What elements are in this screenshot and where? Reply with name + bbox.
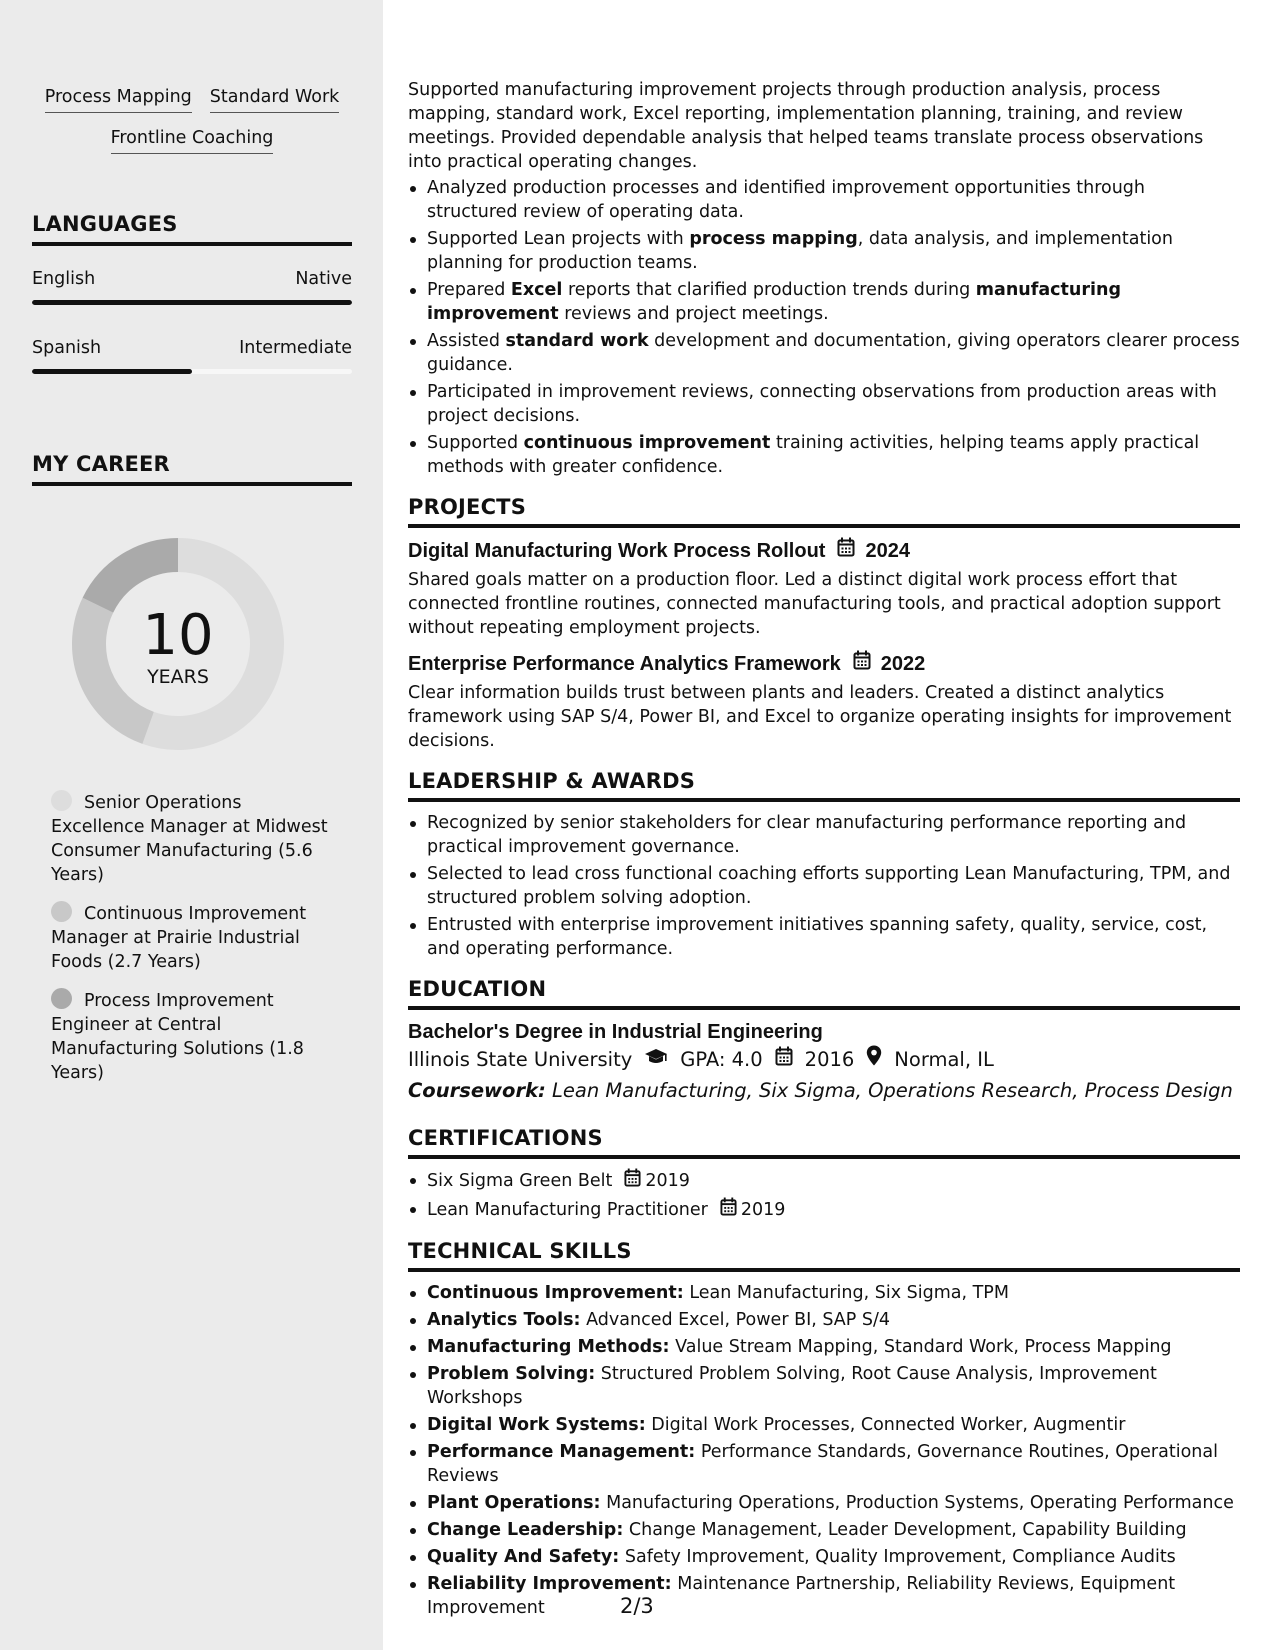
project-description: Clear information builds trust between plants and leaders. Created a distinct analytics framework using SAP S/4, Power BI, and Excel to organize operating insights for improvement decisions. bbox=[408, 683, 1232, 751]
project-year: 2022 bbox=[880, 652, 926, 675]
certification-item bbox=[408, 1197, 1240, 1223]
certification-item bbox=[408, 1168, 1240, 1194]
calendar-icon bbox=[775, 1045, 793, 1075]
language-bar-fill bbox=[32, 369, 192, 374]
language-level: Intermediate bbox=[239, 338, 352, 358]
language-name: English bbox=[32, 269, 96, 289]
language-name: Spanish bbox=[32, 338, 102, 358]
skill-values: Advanced Excel, Power BI, SAP S/4 bbox=[586, 1310, 891, 1330]
graduation-cap-icon bbox=[644, 1045, 668, 1075]
skill-values: Manufacturing Operations, Production Systems, Operating Performance bbox=[606, 1493, 1234, 1513]
skill-tags bbox=[32, 86, 352, 154]
bullet-text: , data analysis, and implementation planning for production teams. bbox=[427, 229, 1173, 273]
skill-item bbox=[408, 1308, 1240, 1332]
skill-category: Analytics Tools: bbox=[427, 1310, 581, 1330]
career-years-unit: YEARS bbox=[147, 666, 209, 688]
donut-segment bbox=[98, 555, 178, 605]
experience-bullet bbox=[408, 431, 1240, 479]
certifications-list bbox=[408, 1168, 1240, 1223]
career-dot bbox=[51, 790, 72, 811]
calendar-icon bbox=[624, 1168, 641, 1194]
skills-heading: TECHNICAL SKILLS bbox=[408, 1239, 1240, 1272]
certification-name: Six Sigma Green Belt bbox=[427, 1171, 613, 1191]
language-level: Native bbox=[295, 269, 352, 289]
highlight-keyword: process mapping bbox=[689, 229, 858, 249]
highlight-keyword: Excel bbox=[510, 280, 563, 300]
skill-category: Plant Operations: bbox=[427, 1493, 601, 1513]
education-year: 2016 bbox=[804, 1048, 855, 1071]
leadership-list bbox=[408, 811, 1240, 961]
skill-values: Performance Standards, Governance Routines, Operational Reviews bbox=[427, 1442, 1218, 1486]
career-years-number: 10 bbox=[142, 603, 214, 668]
skill-item bbox=[408, 1572, 1240, 1620]
bullet-text: reviews and project meetings. bbox=[558, 304, 829, 324]
bullet-text: Analyzed production processes and identified improvement opportunities through structured review of operating data. bbox=[427, 178, 1146, 222]
project-title: Digital Manufacturing Work Process Rollout bbox=[408, 539, 826, 562]
skill-item bbox=[408, 1545, 1240, 1569]
skill-category: Problem Solving: bbox=[427, 1364, 596, 1384]
skill-category: Quality And Safety: bbox=[427, 1547, 620, 1567]
career-label: Senior Operations Excellence Manager at Midwest Consumer Manufacturing (5.6 Years) bbox=[51, 793, 328, 885]
skill-category: Change Leadership: bbox=[427, 1520, 624, 1540]
language-english bbox=[32, 268, 352, 305]
career-item bbox=[51, 790, 336, 887]
bullet-text: Supported Lean projects with bbox=[427, 229, 690, 249]
skill-tag[interactable]: Standard Work bbox=[210, 86, 340, 113]
project-description: Shared goals matter on a production floor. Led a distinct digital work process effort that connected frontline routines, connected manufacturing tools, and practical adoption support without repeating employment projects. bbox=[408, 570, 1221, 638]
sidebar bbox=[0, 0, 383, 1650]
skill-category: Digital Work Systems: bbox=[427, 1415, 646, 1435]
skill-category: Performance Management: bbox=[427, 1442, 696, 1462]
experience-bullet bbox=[408, 227, 1240, 275]
career-dot bbox=[51, 901, 72, 922]
skill-tag[interactable]: Process Mapping bbox=[45, 86, 192, 113]
skill-values: Safety Improvement, Quality Improvement, Compliance Audits bbox=[624, 1547, 1176, 1567]
calendar-icon bbox=[853, 650, 871, 677]
experience-bullets bbox=[408, 176, 1240, 479]
leadership-item: Selected to lead cross functional coaching efforts supporting Lean Manufacturing, TPM, and structured problem solving adoption. bbox=[408, 862, 1240, 910]
project-item bbox=[408, 650, 1240, 753]
leadership-item: Entrusted with enterprise improvement initiatives spanning safety, quality, service, cost, and operating performance. bbox=[408, 913, 1240, 961]
career-label: Continuous Improvement Manager at Prairie Industrial Foods (2.7 Years) bbox=[51, 904, 307, 972]
skill-item bbox=[408, 1335, 1240, 1359]
education-gpa: GPA: 4.0 bbox=[680, 1048, 763, 1071]
skill-item bbox=[408, 1413, 1240, 1437]
education-location: Normal, IL bbox=[894, 1048, 994, 1071]
language-spanish bbox=[32, 337, 352, 374]
certifications-heading: CERTIFICATIONS bbox=[408, 1126, 1240, 1159]
highlight-keyword: standard work bbox=[505, 331, 649, 351]
education-school: Illinois State University bbox=[408, 1048, 633, 1071]
career-item bbox=[51, 901, 336, 974]
education-meta bbox=[408, 1045, 1240, 1075]
language-bar bbox=[32, 300, 352, 305]
skill-item bbox=[408, 1440, 1240, 1488]
career-label: Process Improvement Engineer at Central Manufacturing Solutions (1.8 Years) bbox=[51, 991, 304, 1083]
projects-heading: PROJECTS bbox=[408, 495, 1240, 528]
leadership-heading: LEADERSHIP & AWARDS bbox=[408, 769, 1240, 802]
career-heading: MY CAREER bbox=[32, 452, 352, 486]
career-legend bbox=[51, 790, 336, 1099]
skill-item bbox=[408, 1491, 1240, 1515]
certification-year: 2019 bbox=[740, 1200, 786, 1220]
education-degree: Bachelor's Degree in Industrial Engineering bbox=[408, 1021, 823, 1043]
main-content bbox=[408, 78, 1240, 1623]
skill-values: Digital Work Processes, Connected Worker, Augmentir bbox=[651, 1415, 1126, 1435]
skill-category: Continuous Improvement: bbox=[427, 1283, 684, 1303]
bullet-text: Participated in improvement reviews, connecting observations from production areas with project decisions. bbox=[427, 382, 1217, 426]
skills-list bbox=[408, 1281, 1240, 1620]
career-donut-chart bbox=[64, 530, 292, 758]
leadership-item: Recognized by senior stakeholders for clear manufacturing performance reporting and practical improvement governance. bbox=[408, 811, 1240, 859]
skill-values: Maintenance Partnership, Reliability Reviews, Equipment Improvement bbox=[427, 1574, 1176, 1618]
project-year: 2024 bbox=[865, 539, 910, 562]
skill-item bbox=[408, 1281, 1240, 1305]
skill-values: Lean Manufacturing, Six Sigma, TPM bbox=[689, 1283, 1009, 1303]
calendar-icon bbox=[720, 1197, 737, 1223]
calendar-icon bbox=[837, 537, 855, 564]
experience-bullet bbox=[408, 278, 1240, 326]
bullet-text: development and documentation, giving operators clearer process guidance. bbox=[427, 331, 1240, 375]
bullet-text: Prepared bbox=[427, 280, 511, 300]
coursework-label: Coursework: bbox=[408, 1079, 546, 1102]
experience-bullet bbox=[408, 380, 1240, 428]
page-number: 2/3 bbox=[620, 1594, 654, 1618]
skill-item bbox=[408, 1362, 1240, 1410]
language-bar-fill bbox=[32, 300, 352, 305]
coursework-list: Lean Manufacturing, Six Sigma, Operations Research, Process Design bbox=[552, 1079, 1233, 1102]
highlight-keyword: manufacturing improvement bbox=[427, 280, 1121, 324]
experience-summary: Supported manufacturing improvement projects through production analysis, process mapping, standard work, Excel reporting, implementation planning, training, and review meetings. Provided dependable analysis that helped teams translate process observations into practical operating changes. bbox=[408, 80, 1204, 172]
project-title: Enterprise Performance Analytics Framework bbox=[408, 652, 841, 675]
skill-category: Manufacturing Methods: bbox=[427, 1337, 670, 1357]
skill-category: Reliability Improvement: bbox=[427, 1574, 672, 1594]
bullet-text: training activities, helping teams apply practical methods with greater confidence. bbox=[427, 433, 1200, 477]
language-bar bbox=[32, 369, 352, 374]
skill-values: Structured Problem Solving, Root Cause Analysis, Improvement Workshops bbox=[427, 1364, 1157, 1408]
project-item bbox=[408, 537, 1240, 640]
highlight-keyword: continuous improvement bbox=[523, 433, 771, 453]
career-item bbox=[51, 988, 336, 1085]
education-coursework bbox=[408, 1076, 1240, 1106]
experience-bullet bbox=[408, 176, 1240, 224]
skill-values: Change Management, Leader Development, Capability Building bbox=[628, 1520, 1187, 1540]
career-dot bbox=[51, 988, 72, 1009]
skill-tag[interactable]: Frontline Coaching bbox=[111, 127, 274, 154]
skill-values: Value Stream Mapping, Standard Work, Process Mapping bbox=[675, 1337, 1172, 1357]
skill-item bbox=[408, 1518, 1240, 1542]
bullet-text: Assisted bbox=[427, 331, 506, 351]
languages-heading: LANGUAGES bbox=[32, 212, 352, 246]
experience-bullet bbox=[408, 329, 1240, 377]
certification-name: Lean Manufacturing Practitioner bbox=[427, 1200, 708, 1220]
certification-year: 2019 bbox=[645, 1171, 690, 1191]
bullet-text: reports that clarified production trends during bbox=[562, 280, 976, 300]
location-pin-icon bbox=[866, 1045, 882, 1075]
bullet-text: Supported bbox=[427, 433, 524, 453]
education-heading: EDUCATION bbox=[408, 977, 1240, 1010]
